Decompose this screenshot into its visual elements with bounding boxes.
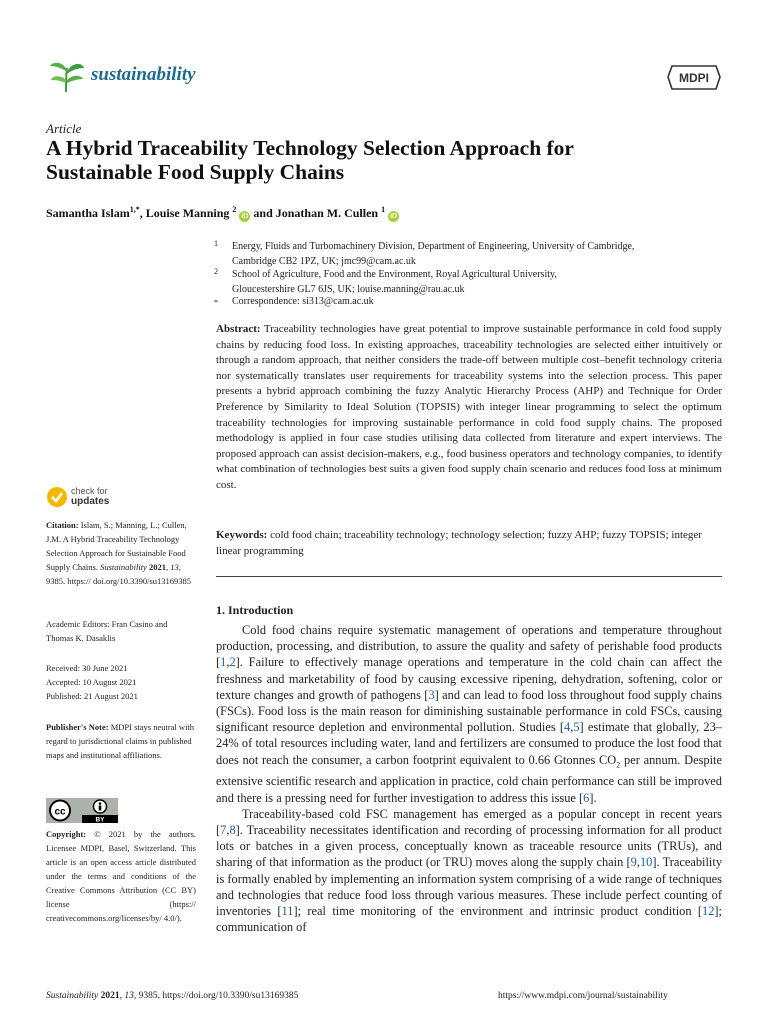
keywords-text: cold food chain; traceability technology; technology selection; fuzzy AHP; fuzzy TOPSIS; integer linear programming bbox=[216, 529, 702, 557]
affiliation-line: Cambridge CB2 1PZ, UK; jmc99@cam.ac.uk bbox=[232, 255, 416, 267]
paragraph bbox=[216, 806, 722, 936]
divider bbox=[216, 576, 722, 577]
orcid-icon[interactable]: iD bbox=[241, 213, 249, 220]
publisher-note bbox=[46, 720, 196, 762]
author-list bbox=[46, 205, 399, 222]
author-name[interactable]: Louise Manning bbox=[145, 206, 230, 220]
affiliation-2 bbox=[216, 268, 720, 297]
cc-by-badge[interactable] bbox=[46, 798, 118, 823]
copyright-text: © 2021 by the authors. Licensee MDPI, Basel, Switzerland. This article is an open access article distributed under the terms and conditions of the Creative Commons Attribution (CC BY) license (https:// creativecommons.org/licenses/by/ 4.0/). bbox=[46, 829, 196, 923]
citation-link[interactable]: 9 bbox=[630, 855, 637, 870]
paragraph-text: ] and can lead to food loss throughout food supply chains (FSCs). Food loss is the main reason for diminishing sustainable performance in cold FSCs, causing significant resource depletion and environmental pollution. Studies [ bbox=[216, 687, 722, 735]
abstract bbox=[216, 322, 722, 494]
paragraph-text: , bbox=[636, 855, 640, 870]
paragraph-text: , bbox=[570, 720, 574, 735]
paragraph-text: Traceability-based cold FSC management has emerged as a popular concept in recent years [ bbox=[216, 806, 722, 837]
title-line-2: Sustainable Food Supply Chains bbox=[46, 160, 345, 184]
keywords-label: Keywords: bbox=[216, 529, 268, 541]
journal-name: sustainability bbox=[91, 64, 196, 85]
author-separator: , bbox=[139, 206, 146, 220]
citation-year: 2021 bbox=[148, 562, 166, 572]
citation-volume: 13 bbox=[170, 562, 179, 572]
footer-volume: 13 bbox=[124, 991, 134, 1001]
citation-link[interactable]: 4 bbox=[564, 720, 571, 735]
author-sup: 1,* bbox=[129, 205, 140, 214]
affiliation-line: School of Agriculture, Food and the Environment, Royal Agricultural University, bbox=[232, 269, 557, 280]
citation-label: Citation: bbox=[46, 520, 79, 530]
article-title bbox=[46, 136, 726, 184]
received-date: Received: 30 June 2021 bbox=[46, 663, 128, 673]
citation-link[interactable]: 5 bbox=[573, 720, 580, 735]
paragraph-text: ]. Failure to effectively manage operations and temperature in the cold chain can affect the freshness and marketability of food by causing excessive ripening, dehydration, softening, color or texture changes and growth of pathogens [ bbox=[216, 655, 722, 702]
citation-link[interactable]: 12 bbox=[702, 903, 715, 918]
author-sup: 2 bbox=[232, 205, 237, 214]
keywords bbox=[216, 528, 722, 559]
sustainability-leaf-logo-icon bbox=[46, 58, 88, 94]
footer-doi[interactable]: , 9385. https://doi.org/10.3390/su13169385 bbox=[133, 991, 299, 1001]
citation-link[interactable]: 10 bbox=[639, 855, 653, 870]
section-heading: 1. Introduction bbox=[216, 603, 294, 617]
author-sup: 1 bbox=[381, 205, 386, 214]
paragraph-text: ]. Traceability is formally enabled by implementing an information system comprising of a wide range of techniques and technologies that reduce food loss through various measures. These include perfect counting of inventories [ bbox=[216, 855, 723, 918]
abstract-label: Abstract: bbox=[216, 323, 261, 335]
author-name[interactable]: Samantha Islam bbox=[46, 206, 130, 220]
published-date: Published: 21 August 2021 bbox=[46, 691, 138, 701]
mdpi-logo bbox=[666, 64, 722, 91]
svg-text:cc: cc bbox=[54, 806, 66, 818]
paragraph-text: ]; real time monitoring of the environment and intrinsic product condition [ bbox=[293, 903, 703, 918]
article-type: Article bbox=[46, 121, 82, 136]
paragraph-text: , bbox=[226, 822, 230, 837]
paragraph-text: ]. Traceability necessitates identification and recording of processing information for all product lots or batches in a given process, conceptually known as traceable resource units (TRUs), and sharing of that information as the product (or TRU) moves along the supply chain [ bbox=[216, 822, 722, 870]
affiliation-number: 2 bbox=[214, 267, 218, 276]
citation-link[interactable]: 8 bbox=[229, 822, 236, 837]
creative-commons-icon bbox=[46, 798, 118, 823]
author-separator: and bbox=[250, 206, 276, 220]
affiliation-line: Energy, Fluids and Turbomachinery Division, Department of Engineering, University of Cambridge, bbox=[232, 241, 635, 252]
mdpi-logo-icon bbox=[666, 64, 722, 91]
title-line-1: A Hybrid Traceability Technology Selection Approach for bbox=[46, 136, 574, 160]
correspondence bbox=[216, 295, 720, 310]
introduction-body bbox=[216, 622, 722, 935]
copyright-label: Copyright: bbox=[46, 829, 87, 839]
citation-block: Citation: Islam, S.; Manning, L.; Cullen, J.M. A Hybrid Traceability Technology Selection Approach for Sustainable Food Supply Chains. Sustainability 2021, 13, 9385. https:// doi.org/10.3390/su13169385 bbox=[46, 520, 192, 586]
citation-link[interactable]: 6 bbox=[583, 790, 590, 805]
paragraph-text: Cold food chains require systematic management of operations and temperature throughout production, processing, and distribution, to assure the quality and safety of perishable food products [ bbox=[216, 623, 722, 670]
check-updates-line2: updates bbox=[71, 496, 110, 507]
copyright-block bbox=[46, 827, 196, 925]
orcid-icon[interactable]: iD bbox=[390, 213, 398, 220]
affiliation-number: 1 bbox=[214, 239, 218, 248]
affiliation-number: * bbox=[214, 298, 218, 307]
check-for-updates-icon bbox=[46, 486, 68, 508]
paragraph-text: ]. bbox=[589, 790, 597, 805]
check-updates-line1: check for bbox=[71, 486, 108, 496]
citation-doi[interactable]: , 9385. https:// doi.org/10.3390/su13169385 bbox=[46, 562, 192, 586]
cc-by-label: BY bbox=[95, 816, 105, 823]
citation-link[interactable]: 7 bbox=[220, 822, 227, 837]
author-name[interactable]: Jonathan M. Cullen bbox=[275, 206, 379, 220]
paragraph-text: ]; communication of bbox=[216, 903, 722, 935]
footer-citation: Sustainability 2021, 13, 9385. https://doi.org/10.3390/su13169385 bbox=[46, 991, 299, 1001]
academic-editors: Academic Editors: Fran Casino and Thomas K. Dasaklis bbox=[46, 619, 168, 643]
paragraph-text: per annum. Despite extensive scientific research and application in practice, cold chain performance can still be improved and there is a pressing need for further investigation to address this issue [ bbox=[216, 752, 722, 805]
accepted-date: Accepted: 10 August 2021 bbox=[46, 677, 137, 687]
citation-text: Islam, S.; Manning, L.; Cullen, J.M. A Hybrid Traceability Technology Selection Approach for Sustainable Food Supply Chains. bbox=[46, 520, 187, 572]
paragraph bbox=[216, 622, 722, 806]
citation-journal: Sustainability bbox=[100, 562, 147, 572]
affiliation-line: Gloucestershire GL7 6JS, UK; louise.manning@rau.ac.uk bbox=[232, 283, 465, 295]
abstract-text: Traceability technologies have great potential to improve sustainable performance in cold food supply chains by reducing food loss. In existing approaches, traceability technologies are selected either intuitively or through a random approach, that neither considers the trade-off between multiple cost–benefit technology criteria nor systematically translates user requirements for traceability systems into the selection process. This paper presents a hybrid approach combining the fuzzy Analytic Hierarchy Process (AHP) and Technique for Order Preference by Similarity to Ideal Solution (TOPSIS) with integer linear programming to select the optimum traceability technologies for improving sustainable performance in cold food supply chains. The proposed methodology is applied in four case studies utilising data collected from literature and expert interviews. The proposed approach can assist decision-makers, e.g., food business operators and technology companies, to identify what combination of technologies best suits a given food supply chain scenario and reduces food loss at minimum cost. bbox=[216, 323, 722, 491]
affiliation-line: Correspondence: si313@cam.ac.uk bbox=[232, 296, 374, 307]
paragraph-text: ] estimate that globally, 23–24% of total resources including water, land and fertilizers are consumed to produce the lost food that does not reach the consumer, a carbon footprint equivalent to 0.66 Gtonnes CO bbox=[216, 720, 722, 767]
publisher-note-label: Publisher's Note: bbox=[46, 722, 109, 732]
footer-url[interactable]: https://www.mdpi.com/journal/sustainability bbox=[498, 991, 668, 1001]
footer-year: 2021 bbox=[100, 991, 120, 1001]
dates bbox=[46, 661, 196, 703]
citation-link[interactable]: 1 bbox=[220, 655, 227, 670]
publisher-note-text: MDPI stays neutral with regard to jurisdictional claims in published maps and institutional affiliations. bbox=[46, 722, 195, 760]
citation-link[interactable]: 11 bbox=[281, 903, 294, 918]
affiliation-1 bbox=[216, 240, 720, 269]
footer-journal: Sustainability bbox=[46, 991, 99, 1001]
check-for-updates-badge[interactable] bbox=[46, 486, 166, 510]
subscript: 2 bbox=[616, 760, 621, 770]
paragraph-text: , bbox=[226, 655, 230, 670]
citation-link[interactable]: 3 bbox=[428, 687, 435, 702]
mdpi-logo-text: MDPI bbox=[679, 71, 709, 85]
citation-link[interactable]: 2 bbox=[229, 655, 236, 670]
